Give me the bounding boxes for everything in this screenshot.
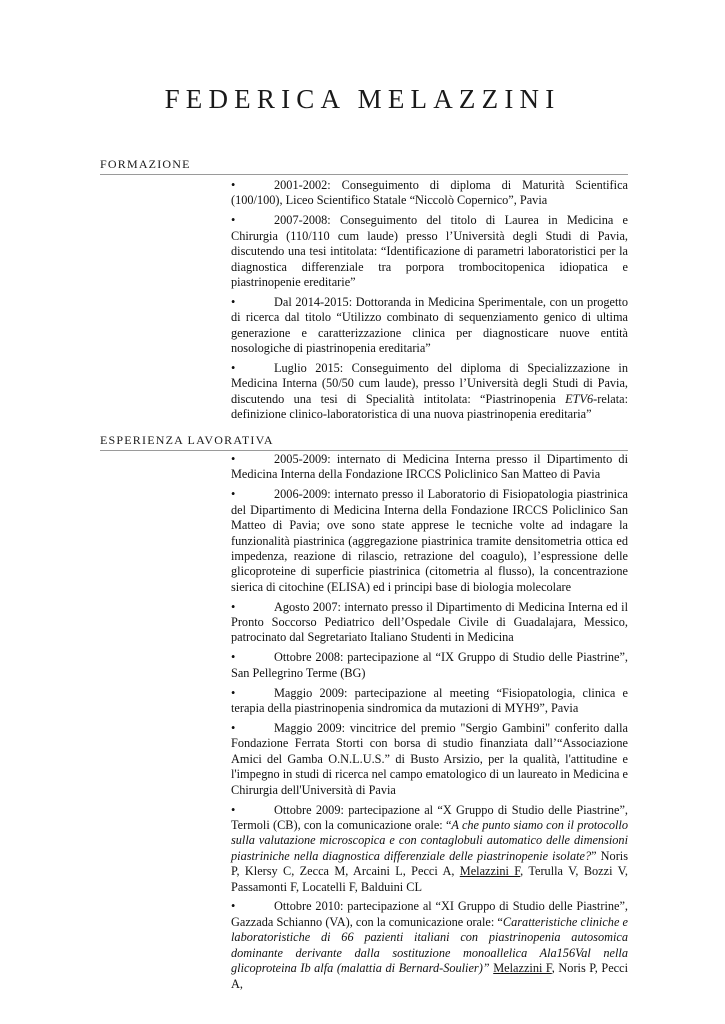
- bullet-icon: •: [231, 802, 236, 817]
- bullet-icon: •: [231, 452, 236, 466]
- cv-name-title: FEDERICA MELAZZINI: [164, 84, 561, 114]
- bullet-icon: •: [231, 599, 236, 614]
- bullet-icon: •: [231, 721, 236, 735]
- bullet-icon: •: [231, 899, 236, 914]
- list-item: • 2005-2009: internato di Medicina Interna presso il Dipartimento di Medicina Interna della Fondazione IRCCS Policlinico San Matteo di Pavia: [231, 452, 628, 482]
- list-item: • Ottobre 2009: partecipazione al “X Gruppo di Studio delle Piastrine”, Termoli (CB), con la comunicazione orale: “A che punto siamo con il protocollo sulla valutazione microscopica e con contaglobuli automatico delle dimensioni piastriniche nella diagnostica differenziale delle piastrinopenie isolate?” Noris P, Klersy C, Zecca M, Arcaini L, Pecci A, Melazzini F, Terulla V, Bozzi V, Passamonti F, Locatelli F, Balduini CL: [231, 802, 628, 894]
- list-item: • Maggio 2009: partecipazione al meeting “Fisiopatologia, clinica e terapia della piastrinopenia sindromica da mutazioni di MYH9”, Pavia: [231, 685, 628, 716]
- bullet-icon: •: [231, 294, 236, 309]
- bullet-icon: •: [231, 685, 236, 700]
- list-item: • Ottobre 2010: partecipazione al “XI Gruppo di Studio delle Piastrine”, Gazzada Schianno (VA), con la comunicazione orale: “Caratteristiche cliniche e laboratoristiche di 66 pazienti italiani con piastrinopenia autosomica dominante derivante dalla sostituzione monoallelica Ala156Val nella glicoproteina Ib alfa (malattia di Bernard-Soulier)” Melazzini F, Noris P, Pecci A,: [231, 899, 629, 991]
- bullet-icon: •: [231, 213, 236, 228]
- bullet-icon: •: [231, 178, 236, 192]
- formazione-list: [231, 178, 628, 427]
- bullet-icon: •: [231, 487, 236, 502]
- section-heading-formazione: FORMAZIONE: [100, 157, 628, 175]
- list-item: • 2007-2008: Conseguimento del titolo di Laurea in Medicina e Chirurgia (110/110 cum laude) presso l’Università degli Studi di Pavia, discutendo una tesi intitolata: “Identificazione di parametri laboratoristici per la diagnostica differenziale tra porpora trombocitopenica idiopatica e piastrinopenie ereditarie”: [231, 213, 628, 289]
- bullet-icon: •: [231, 360, 236, 375]
- list-item: • 2006-2009: internato presso il Laboratorio di Fisiopatologia piastrinica del Dipartimento di Medicina Interna della Fondazione IRCCS Policlinico San Matteo di Pavia; ove sono state apprese le tecniche volte ad indagare la funzionalità piastrinica (aggregazione piastrinica tramite densitometria ottica ed impedenza, reazione di rilascio, retrazione del coagulo), l’espressione delle glicoproteine di superficie piastrinica (citometria al flusso), la concentrazione sierica di citochine (ELISA) ed i principi base di biologia molecolare: [231, 487, 628, 594]
- list-item: • Agosto 2007: internato presso il Dipartimento di Medicina Interna ed il Pronto Soccorso Pediatrico dell’Ospedale Civile di Guadalajara, Messico, patrocinato dal Segretariato Italiano Studenti in Medicina: [231, 599, 628, 645]
- author-highlight: Melazzini F: [493, 961, 552, 976]
- list-item: • 2001-2002: Conseguimento di diploma di Maturità Scientifica (100/100), Liceo Scientifico Statale “Niccolò Copernico”, Pavia: [231, 178, 628, 208]
- section-heading-esperienza: ESPERIENZA LAVORATIVA: [100, 433, 628, 451]
- list-item: • Maggio 2009: vincitrice del premio "Sergio Gambini" conferito dalla Fondazione Ferrata Storti con borsa di studio finanziata dall’“Associazione Amici del Gamba O.N.L.U.S.” di Busto Arsizio, per la qualità, l'attitudine e l'impegno in studi di ricerca nel campo ematologico di un laureato in Medicina e Chirurgia dell'Università di Pavia: [231, 721, 628, 797]
- author-highlight: Melazzini F: [459, 864, 521, 879]
- list-item: • Ottobre 2008: partecipazione al “IX Gruppo di Studio delle Piastrine”, San Pellegrino Terme (BG): [231, 650, 628, 680]
- bullet-icon: •: [231, 650, 236, 665]
- esperienza-list: [231, 452, 628, 996]
- list-item: • Dal 2014-2015: Dottoranda in Medicina Sperimentale, con un progetto di ricerca dal titolo “Utilizzo combinato di sequenziamento genico di ultima generazione e caratterizzazione clinica per diagnosticare nuove entità nosologiche di piastrinopenia ereditaria”: [231, 294, 628, 356]
- list-item: • Luglio 2015: Conseguimento del diploma di Specializzazione in Medicina Interna (50/50 cum laude), presso l’Università degli Studi di Pavia, discutendo una tesi di Specialità intitolata: “Piastrinopenia ETV6-relata: definizione clinico-laboratoristica di una nuova piastrinopenia ereditaria”: [231, 360, 628, 422]
